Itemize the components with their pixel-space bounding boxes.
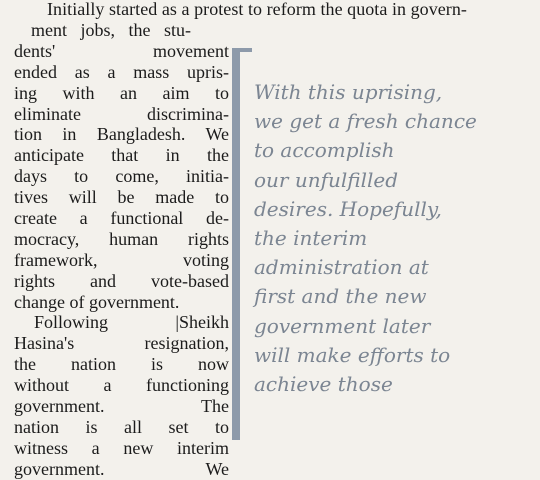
body-line: Hasina's resignation, [14,333,229,354]
pull-quote-line: With this uprising, [254,80,443,104]
body-line: the nation is now [14,354,229,375]
body-line: ing with an aim to [14,82,229,103]
body-line: nation is all set to [14,416,229,437]
body-line: dents' movement [14,40,229,61]
pull-quote-line: administration at [254,255,429,280]
body-line: ended as a mass upris- [14,61,229,82]
body-line: ment jobs, the stu- [31,20,191,40]
pull-quote-line: to accomplish [254,138,395,163]
body-line: government. The [14,396,229,417]
pull-quote [232,48,532,440]
pull-quote-line: desires. Hopefully, [254,196,442,221]
body-line: witness a new interim [14,437,229,458]
body-line: days to come, initia- [14,166,229,187]
pull-quote-line: the interim [254,225,368,250]
body-line: framework, voting [14,249,229,270]
body-line: tion in Bangladesh. We [14,124,229,145]
body-line: mocracy, human rights [14,228,229,249]
body-line: government. We [14,458,229,479]
pull-quote-line: we get a fresh chance [254,109,477,134]
body-line: tives will be made to [14,187,229,208]
article-body-column [14,20,229,480]
article-lead-line: Initially started as a protest to reform the quota in govern- [47,0,467,19]
pull-quote-line: achieve those [254,371,393,396]
pull-quote-line: government later [254,313,431,338]
body-line: anticipate that in the [14,145,229,166]
pull-quote-line: first and the new [254,284,427,309]
pull-quote-line: will make efforts to [254,342,451,367]
body-line: change of government. [14,291,180,312]
pull-quote-bracket [232,48,252,440]
body-line: create a functional de- [14,208,229,229]
body-line: eliminate discrimina- [14,103,229,124]
body-line: Following |Sheikh [34,312,229,333]
pull-quote-line: our unfulfilled [254,167,399,192]
body-line: without a functioning [14,375,229,396]
body-line: rights and vote-based [14,270,229,291]
pull-quote-text [254,78,532,399]
